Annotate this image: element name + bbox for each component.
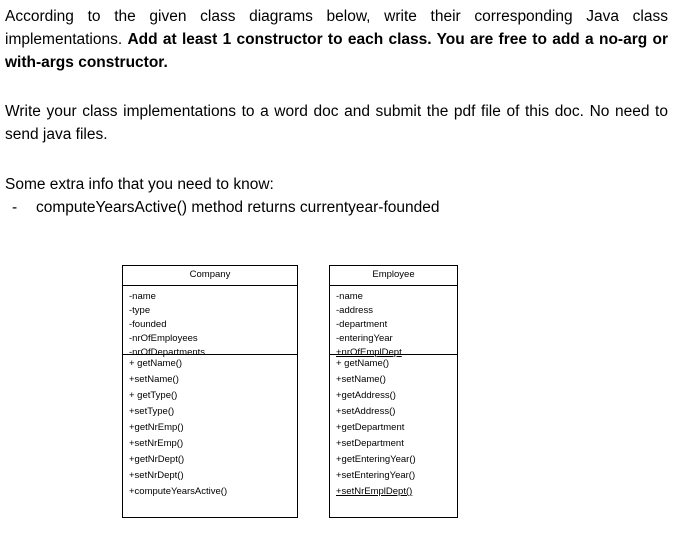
instructions-paragraph: [5, 5, 668, 74]
employee-class-box: [329, 265, 458, 518]
company-operation: +setName(): [129, 374, 179, 385]
employee-operation: +setDepartment: [336, 438, 404, 449]
company-operation: + getType(): [129, 390, 178, 401]
company-operation: +getNrDept(): [129, 454, 185, 465]
employee-attribute: -enteringYear: [336, 333, 393, 344]
employee-operation: +setAddress(): [336, 406, 396, 417]
company-operation: +getNrEmp(): [129, 422, 184, 433]
company-class-title: Company: [123, 266, 297, 286]
employee-operation: +getAddress(): [336, 390, 396, 401]
company-operations: [123, 355, 297, 500]
employee-attributes: [330, 286, 457, 358]
employee-operation: +getDepartment: [336, 422, 405, 433]
company-attribute: -nrOfDepartments: [129, 347, 206, 358]
employee-static-attribute: +nrOfEmplDept: [336, 347, 402, 358]
bullet-text: computeYearsActive() method returns currentyear-founded: [36, 199, 440, 216]
employee-class-title: Employee: [330, 266, 457, 286]
bullet-dash: -: [12, 199, 18, 216]
constructor-requirement: Add at least 1 constructor to each class. You are free to add a no-arg or with-args constructor.: [5, 31, 668, 71]
company-operation: +setNrDept(): [129, 470, 184, 481]
company-attribute: -nrOfEmployees: [129, 333, 198, 344]
employee-attribute: -department: [336, 319, 388, 330]
employee-attribute: -name: [336, 291, 363, 302]
instructions-text: According to the given class diagrams below, write their corresponding Java class implementations.: [5, 8, 668, 48]
employee-operation: + getName(): [336, 358, 390, 369]
employee-operation: +setName(): [336, 374, 386, 385]
company-operation: +setType(): [129, 406, 175, 417]
employee-operation: +setEnteringYear(): [336, 470, 416, 481]
company-attribute: -founded: [129, 319, 167, 330]
employee-attribute: -address: [336, 305, 373, 316]
submission-paragraph: Write your class implementations to a word doc and submit the pdf file of this doc. No need to send java files.: [5, 103, 668, 143]
company-attributes: [123, 286, 297, 358]
extra-info-bullet: [12, 196, 440, 219]
company-class-box: [122, 265, 298, 518]
employee-operations: [330, 355, 457, 500]
company-operation: +computeYearsActive(): [129, 486, 228, 497]
company-operation: + getName(): [129, 358, 183, 369]
company-operation: +setNrEmp(): [129, 438, 184, 449]
extra-info-heading: Some extra info that you need to know:: [5, 176, 274, 193]
employee-operation: +getEnteringYear(): [336, 454, 416, 465]
company-attribute: -type: [129, 305, 151, 316]
company-attribute: -name: [129, 291, 156, 302]
employee-static-operation: +setNrEmplDept(): [336, 486, 413, 497]
